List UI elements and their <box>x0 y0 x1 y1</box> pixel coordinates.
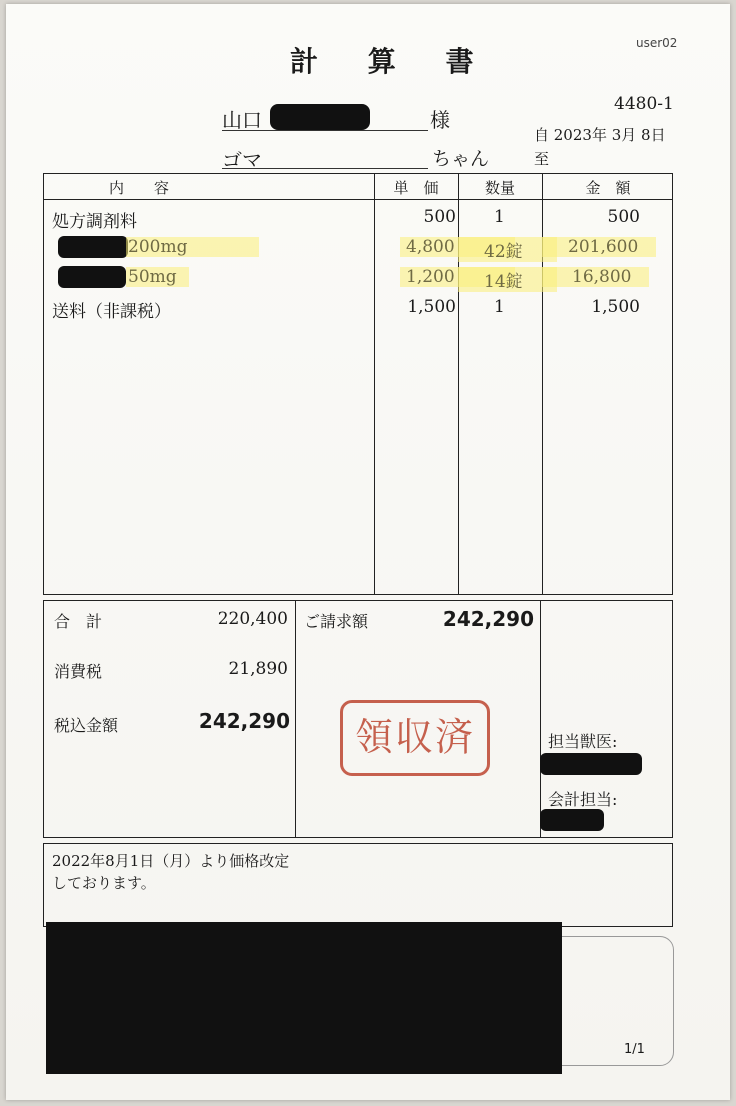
item-unit-price: 1,200 <box>400 267 515 287</box>
table-row <box>44 234 672 262</box>
header-divider <box>44 199 672 200</box>
item-name: 200mg <box>126 237 259 257</box>
tax-label: 消費税 <box>54 662 103 681</box>
table-row <box>44 264 672 292</box>
item-name: 50mg <box>126 267 189 287</box>
date-to: 至 <box>534 150 550 168</box>
redaction-customer-name <box>270 104 370 130</box>
date-from: 自 2023年 3月 8日 <box>534 126 666 144</box>
subtotal-value: 220,400 <box>217 609 288 629</box>
item-amount: 16,800 <box>542 267 649 287</box>
item-unit-price: 500 <box>423 207 456 227</box>
redaction-drug-name <box>58 266 126 288</box>
item-quantity: 14錠 <box>458 267 557 292</box>
column-header-description: 内 容 <box>108 179 169 197</box>
customer-surname: 山口 <box>222 108 262 132</box>
item-quantity: 42錠 <box>458 237 557 262</box>
footer-box <box>548 936 674 1066</box>
pet-name: ゴマ <box>222 148 262 172</box>
column-header-unit-price: 単 価 <box>393 179 439 197</box>
item-name: 送料（非課税） <box>52 302 171 322</box>
honorific-pet: ちゃん <box>432 148 490 170</box>
notice-box <box>43 843 673 927</box>
pet-name-underline <box>222 168 428 169</box>
item-unit-price: 4,800 <box>400 237 515 257</box>
column-header-amount: 金 額 <box>585 179 631 197</box>
taxed-total-label: 税込金額 <box>54 716 119 735</box>
item-amount: 1,500 <box>591 297 640 317</box>
item-unit-price: 1,500 <box>407 297 456 317</box>
table-row <box>44 294 672 322</box>
item-name: 処方調剤料 <box>52 212 137 232</box>
honorific-customer: 様 <box>430 108 450 132</box>
redaction-clinic-info <box>46 922 562 1074</box>
tax-value: 21,890 <box>228 659 288 679</box>
taxed-total-value: 242,290 <box>198 709 290 733</box>
billed-value: 242,290 <box>442 607 534 631</box>
redaction-vet-name <box>540 753 642 775</box>
column-header-quantity: 数量 <box>484 179 515 197</box>
redaction-drug-name <box>58 236 128 258</box>
item-amount: 201,600 <box>542 237 656 257</box>
item-quantity: 1 <box>494 207 505 227</box>
paid-stamp: 領収済 <box>340 700 490 776</box>
document-number: 4480-1 <box>614 94 674 114</box>
vet-label: 担当獣医: <box>548 732 618 751</box>
subtotal-label: 合 計 <box>54 612 103 631</box>
notice-line: 2022年8月1日（月）より価格改定 <box>52 852 290 870</box>
user-id: user02 <box>636 36 678 50</box>
cashier-label: 会計担当: <box>548 790 618 809</box>
item-quantity: 1 <box>494 297 505 317</box>
table-row <box>44 204 672 232</box>
notice-line: しております。 <box>52 874 156 892</box>
billed-label: ご請求額 <box>304 612 369 631</box>
redaction-cashier-name <box>540 809 604 831</box>
page-number: 1/1 <box>624 1042 645 1057</box>
column-divider <box>540 601 541 837</box>
column-divider <box>295 601 296 837</box>
items-table <box>43 173 673 595</box>
item-amount: 500 <box>607 207 640 227</box>
customer-name-underline <box>222 130 428 131</box>
document-title: 計 算 書 <box>290 45 494 78</box>
